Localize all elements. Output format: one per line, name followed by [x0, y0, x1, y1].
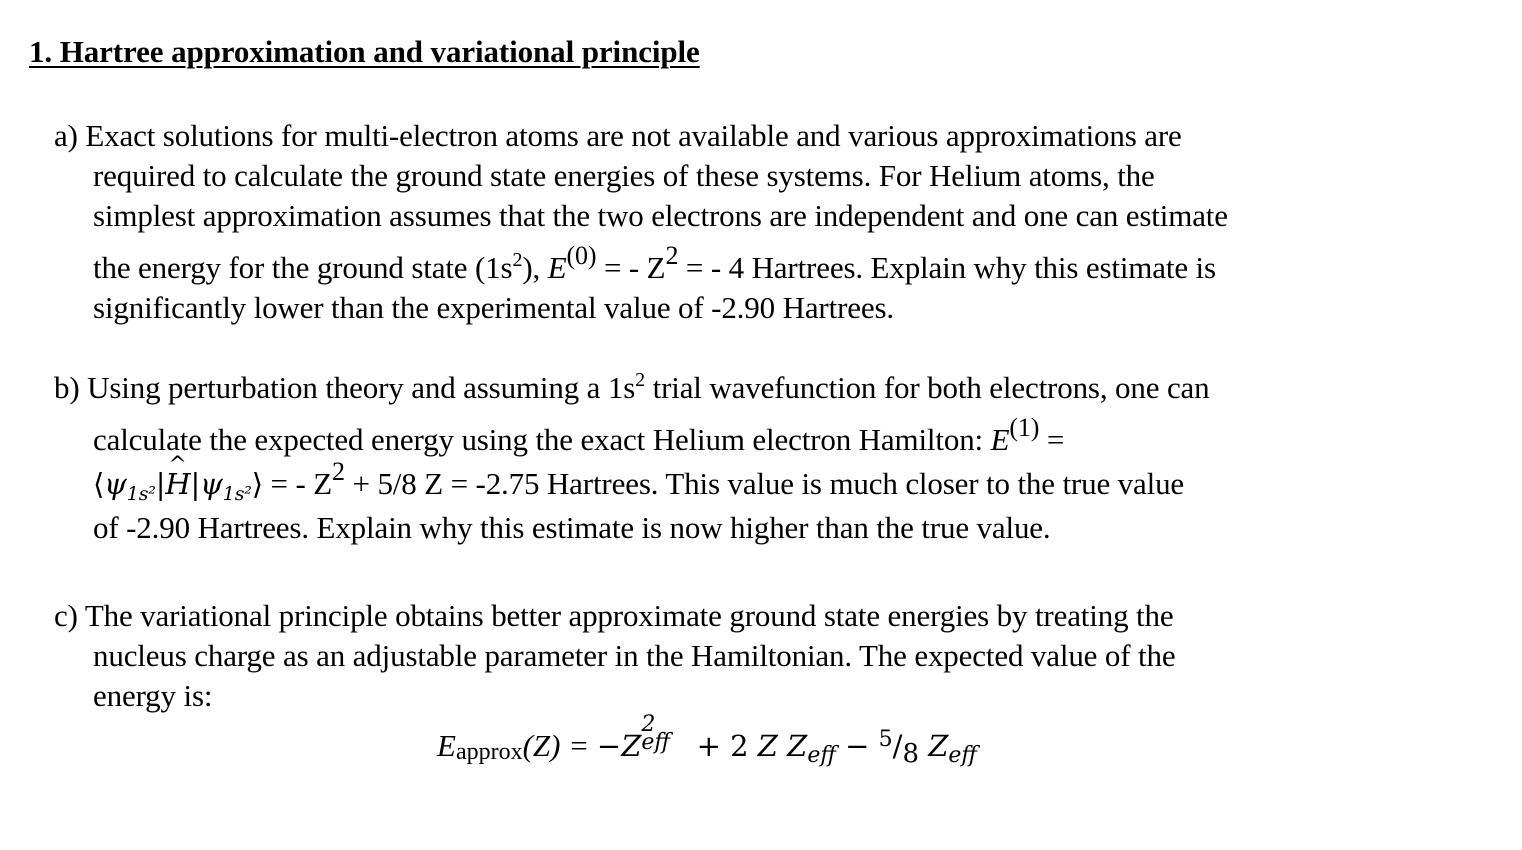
- energy-order-1: (1): [1009, 413, 1040, 442]
- question-a-line-4-pre: the energy for the ground state (1s: [93, 250, 513, 285]
- psi-symbol: ψ: [200, 467, 223, 501]
- formula-fraction-numerator: 5: [878, 727, 893, 752]
- formula-plus-two: + 2: [687, 729, 758, 763]
- question-b-line-3-post: + 5/8 Z = -2.75 Hartrees. This value is much closer to the true value: [344, 466, 1185, 501]
- psi-subscript: 1s²: [126, 483, 156, 505]
- question-b: [54, 368, 1454, 548]
- bra-open: ⟨: [93, 467, 105, 501]
- formula-energy-symbol: E: [437, 728, 456, 763]
- z-squared: 2: [332, 457, 345, 486]
- energy-symbol: E: [547, 250, 567, 285]
- formula-z-eff-3: Z: [919, 729, 949, 763]
- formula-fraction-slash: /: [892, 729, 903, 763]
- question-b-line-1-pre: b) Using perturbation theory and assuming a 1s: [54, 370, 636, 405]
- formula-z-eff-scripts: [641, 712, 687, 756]
- formula-energy-subscript: approx: [455, 739, 523, 765]
- question-b-line-2-post: =: [1039, 422, 1065, 457]
- question-b-line-1: [54, 368, 1454, 408]
- formula-minus: −: [835, 729, 879, 763]
- energy-formula: [437, 712, 977, 769]
- question-b-line-2-pre: calculate the expected energy using the exact Helium electron Hamilton:: [93, 422, 991, 457]
- question-a-line-1: a) Exact solutions for multi-electron atoms are not available and various approximations are: [54, 118, 1182, 153]
- energy-symbol: E: [990, 422, 1010, 457]
- formula-z-eff: Z: [621, 729, 642, 763]
- question-b-line-2: [54, 408, 1454, 460]
- formula-negative: −: [596, 729, 622, 763]
- psi-subscript: 1s²: [222, 483, 252, 505]
- bar: |: [155, 467, 166, 501]
- question-a-line-4-post: = - 4 Hartrees. Explain why this estimate is: [678, 250, 1216, 285]
- psi-symbol: ψ: [104, 467, 127, 501]
- question-c-line-2: nucleus charge as an adjustable parameter in the Hamiltonian. The expected value of the: [93, 638, 1176, 673]
- formula-eff-sub-3: eff: [948, 743, 977, 768]
- question-a-line-2: required to calculate the ground state energies of these systems. For Helium atoms, the: [93, 158, 1155, 193]
- formula-eff-sub-2: eff: [807, 743, 836, 768]
- question-c-line-1: c) The variational principle obtains better approximate ground state energies by treating the: [54, 598, 1174, 633]
- question-a-line-3: simplest approximation assumes that the two electrons are independent and one can estimate: [93, 198, 1228, 233]
- question-b-line-4: of -2.90 Hartrees. Explain why this estimate is now higher than the true value.: [93, 510, 1051, 545]
- orbital-square: 2: [512, 249, 523, 271]
- z-squared: 2: [665, 241, 679, 270]
- energy-order-0: (0): [566, 241, 597, 270]
- question-a-line-4-mid: ),: [522, 250, 548, 285]
- bar: |: [190, 467, 201, 501]
- formula-z-z: Z Z: [757, 729, 808, 763]
- section-title: 1. Hartree approximation and variational principle: [29, 34, 700, 69]
- question-a-eq: = - Z: [596, 250, 666, 285]
- question-a-line-4: [54, 236, 1454, 288]
- question-c: [54, 596, 1454, 716]
- formula-fraction-denominator: 8: [902, 739, 919, 769]
- formula-argument: (Z) =: [522, 728, 597, 763]
- question-a-line-5: significantly lower than the experimental value of -2.90 Hartrees.: [93, 290, 894, 325]
- question-b-line-3: [54, 457, 1454, 508]
- formula-z-eff-sup: 2: [641, 712, 656, 737]
- ket-close: ⟩: [251, 467, 263, 501]
- orbital-square: 2: [635, 369, 645, 391]
- question-a: [54, 116, 1454, 328]
- formula-z-eff-sub: eff: [641, 730, 670, 755]
- question-b-eq: = - Z: [262, 466, 333, 501]
- question-b-line-1-post: trial wavefunction for both electrons, one can: [645, 370, 1210, 405]
- question-c-line-3: energy is:: [93, 678, 213, 713]
- hamiltonian-symbol: ^ H: [165, 464, 190, 504]
